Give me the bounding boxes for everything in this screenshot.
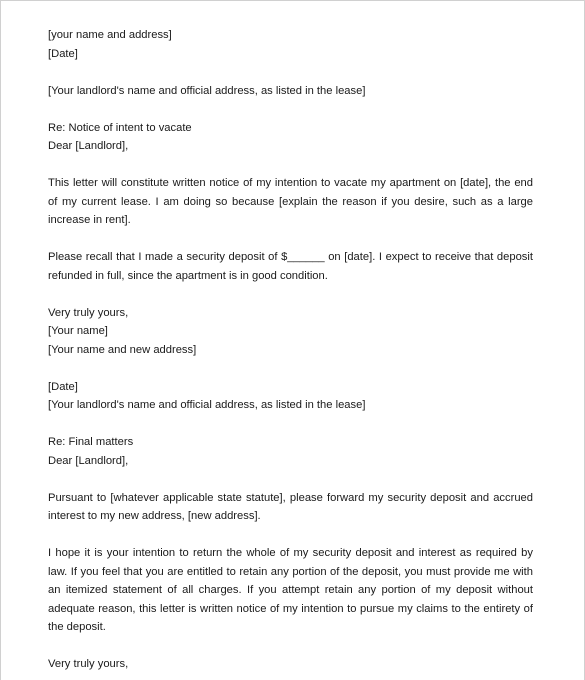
- signature-name: [Your name]: [48, 325, 108, 337]
- letter-date: [Date]: [48, 380, 78, 393]
- spacer: [48, 415, 533, 434]
- recipient-address: [Your landlord's name and official address, as listed in the lease]: [48, 399, 366, 411]
- closing: Very truly yours,: [48, 306, 129, 319]
- signature-address: [Your name and new address]: [48, 343, 197, 356]
- subject-line: Re: Final matters: [48, 436, 134, 448]
- body-paragraph-return-deposit: I hope it is your intention to return the whole of my security deposit and interest as required by law. If you feel that you are entitled to retain any portion of the deposit, you must provide me with an itemized statement of all charges. If you attempt retain any portion of my deposit without adequate reason, this letter is written notice of my intention to pursue my claims to the entirety of the deposit.: [48, 547, 533, 633]
- spacer: [48, 100, 533, 119]
- spacer: [48, 637, 533, 656]
- recipient-address: [Your landlord's name and official address, as listed in the lease]: [48, 84, 366, 97]
- salutation: Dear [Landlord],: [48, 454, 129, 467]
- spacer: [48, 230, 533, 249]
- subject-line: Re: Notice of intent to vacate: [48, 121, 192, 134]
- body-paragraph-forward-deposit: Pursuant to [whatever applicable state statute], please forward my security deposit and accrued interest to my new address, [new address].: [48, 491, 533, 522]
- body-paragraph-deposit: Please recall that I made a security deposit of $______ on [date]. I expect to receive that deposit refunded in full, since the apartment is in good condition.: [48, 251, 533, 282]
- body-paragraph-vacate: This letter will constitute written notice of my intention to vacate my apartment on [date], the end of my current lease. I am doing so because [explain the reason if you desire, such as a large increase in rent].: [48, 177, 533, 226]
- letter-body: [48, 26, 533, 674]
- spacer: [48, 526, 533, 545]
- spacer: [48, 156, 533, 175]
- spacer: [48, 359, 533, 378]
- spacer: [48, 470, 533, 489]
- spacer: [48, 285, 533, 304]
- spacer: [48, 63, 533, 82]
- closing: Very truly yours,: [48, 658, 129, 670]
- letter-date: [Date]: [48, 47, 78, 60]
- sender-address: [your name and address]: [48, 29, 172, 41]
- salutation: Dear [Landlord],: [48, 140, 129, 152]
